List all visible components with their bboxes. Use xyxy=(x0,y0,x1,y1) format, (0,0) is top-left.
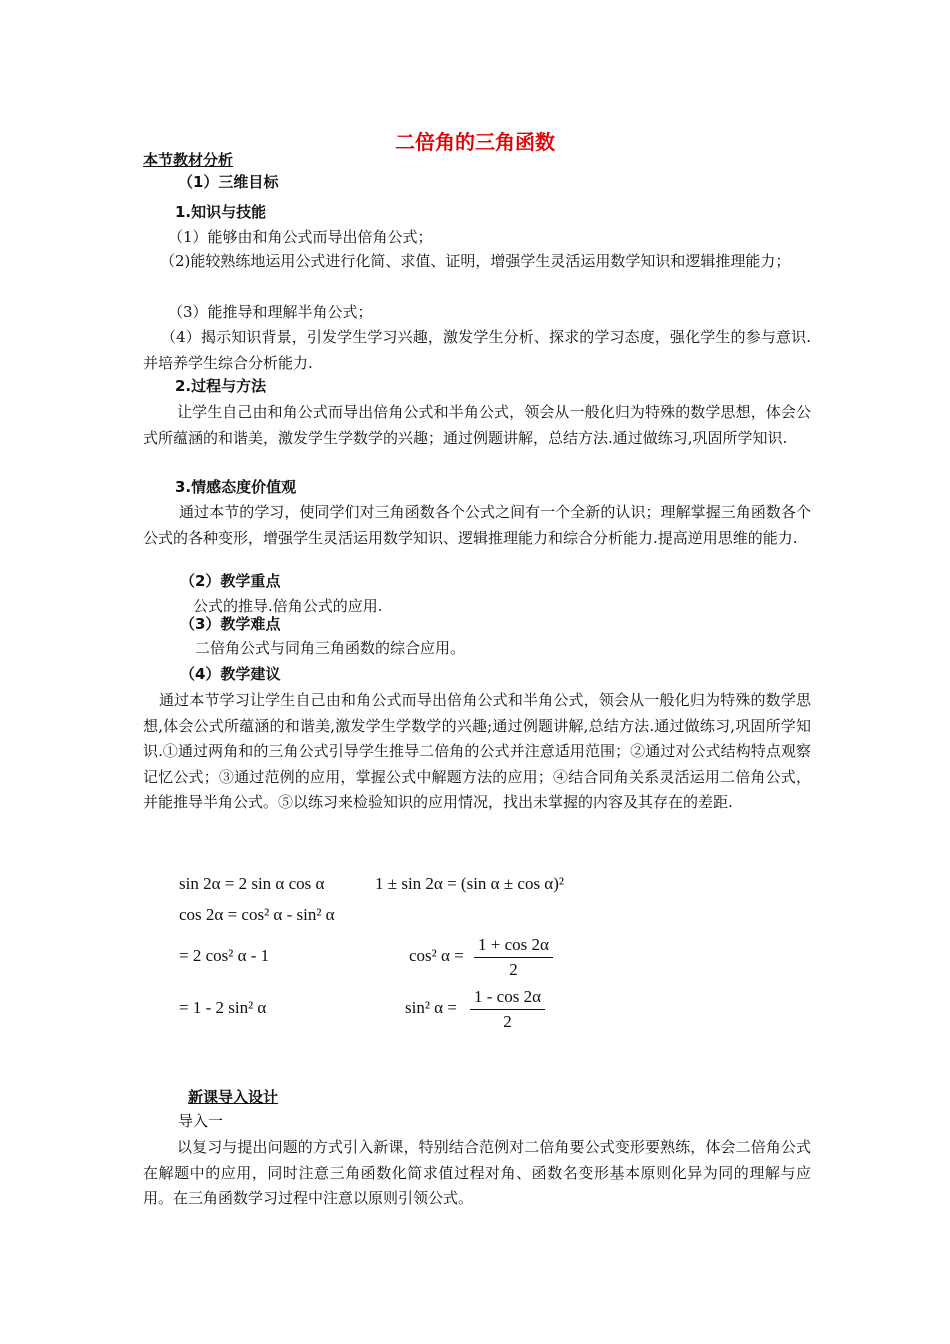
formula-one-plus-minus-sin: 1 ± sin 2α = (sin α ± cos α)² xyxy=(375,874,564,893)
knowledge-item-1: （1）能够由和角公式而导出倍角公式； xyxy=(168,228,433,246)
emotion-text: 通过本节的学习，使同学们对三角函数各个公式之间有一个全新的认识；理解掌握三角函数各个公式的各种变形，增强学生灵活运用数学知识、逻辑推理能力和综合分析能力.提高逆用思维的能力. xyxy=(143,503,811,547)
goals-heading: （1）三维目标 xyxy=(178,173,279,191)
focus-heading: （2）教学重点 xyxy=(180,572,281,590)
difficulty-text: 二倍角公式与同角三角函数的综合应用。 xyxy=(195,639,466,657)
knowledge-item-2: （2)能较熟练地运用公式进行化简、求值、证明，增强学生灵活运用数学知识和逻辑推理能力； xyxy=(160,252,791,270)
formula-cos-square-lhs: cos² α = xyxy=(409,946,464,965)
knowledge-item-4: （4）揭示知识背景，引发学生学习兴趣，激发学生分析、探求的学习态度，强化学生的参与意识. 并培养学生综合分析能力. xyxy=(143,328,811,372)
advice-heading: （4）教学建议 xyxy=(180,665,281,683)
process-heading: 2.过程与方法 xyxy=(175,377,267,395)
knowledge-heading: 1.知识与技能 xyxy=(175,203,267,221)
formula-double-cos-form2: = 2 cos² α - 1 xyxy=(179,946,270,965)
knowledge-item-3: （3）能推导和理解半角公式； xyxy=(168,303,373,321)
formula-sin-square-numerator: 1 - cos 2α xyxy=(470,987,545,1010)
formula-sin-square-lhs: sin² α = xyxy=(405,998,457,1017)
formula-cos-square-fraction xyxy=(474,935,553,980)
focus-text: 公式的推导.倍角公式的应用. xyxy=(193,597,383,615)
formula-double-sin: sin 2α = 2 sin α cos α xyxy=(179,874,325,893)
intro-label: 导入一 xyxy=(178,1112,224,1130)
formula-sin-square-fraction xyxy=(470,987,545,1032)
section-heading-intro-design: 新课导入设计 xyxy=(188,1088,279,1106)
section-heading-analysis: 本节教材分析 xyxy=(143,151,234,169)
formula-cos-square-denominator: 2 xyxy=(509,960,518,979)
document-title: 二倍角的三角函数 xyxy=(395,130,555,154)
formula-double-cos: cos 2α = cos² α - sin² α xyxy=(179,905,335,924)
formula-sin-square-denominator: 2 xyxy=(503,1012,512,1031)
formula-double-cos-form3: = 1 - 2 sin² α xyxy=(179,998,267,1017)
formula-cos-square-numerator: 1 + cos 2α xyxy=(474,935,553,958)
advice-text: 通过本节学习让学生自己由和角公式而导出倍角公式和半角公式，领会从一般化归为特殊的数学思想,体会公式所蕴涵的和谐美,激发学生学数学的兴趣;通过例题讲解,总结方法.通过做练习,巩固所学知识.①通过两角和的三角公式引导学生推导二倍角的公式并注意适用范围；②通过对公式结构特点观察记忆公式；③通过范例的应用，掌握公式中解题方法的应用；④结合同角关系灵活运用二倍角公式，并能推导半角公式。⑤以练习来检验知识的应用情况，找出未掌握的内容及其存在的差距. xyxy=(143,691,811,811)
difficulty-heading: （3）教学难点 xyxy=(180,615,281,633)
emotion-heading: 3.情感态度价值观 xyxy=(175,478,297,496)
intro-text: 以复习与提出问题的方式引入新课，特别结合范例对二倍角要公式变形要熟练，体会二倍角公式在解题中的应用，同时注意三角函数化简求值过程对角、函数名变形基本原则化异为同的理解与应用。在三角函数学习过程中注意以原则引领公式。 xyxy=(143,1138,811,1207)
process-text: 让学生自己由和角公式而导出倍角公式和半角公式，领会从一般化归为特殊的数学思想，体会公式所蕴涵的和谐美，激发学生学数学的兴趣；通过例题讲解，总结方法.通过做练习,巩固所学知识. xyxy=(143,403,811,447)
